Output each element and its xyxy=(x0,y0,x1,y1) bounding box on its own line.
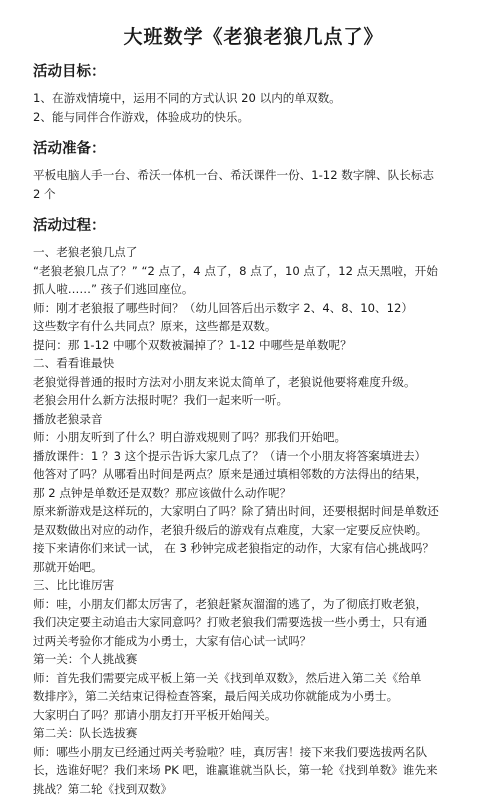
process-line: 师：小朋友听到了什么？明白游戏规则了吗？那我们开始吧。 xyxy=(33,428,474,447)
process-line: 三、比比谁厉害 xyxy=(33,576,474,595)
goals-heading: 活动目标： xyxy=(33,61,474,83)
goals-line: 2、能与同伴合作游戏，体验成功的快乐。 xyxy=(33,108,474,127)
document-title: 大班数学《老狼老狼几点了》 xyxy=(33,22,474,49)
process-line: “老狼老狼几点了？” “2 点了，4 点了，8 点了，10 点了，12 点天黑啦，开始 xyxy=(33,262,474,281)
process-line: 师：首先我们需要完成平板上第一关《找到单双数》，然后进入第二关《给单 xyxy=(33,669,474,688)
process-line: 师：哪些小朋友已经通过两关考验啦？哇，真厉害！接下来我们要选拔两名队 xyxy=(33,743,474,762)
process-line: 原来新游戏是这样玩的，大家明白了吗？除了猜出时间，还要根据时间是单数还 xyxy=(33,502,474,521)
process-line: 师：哇，小朋友们都太厉害了，老狼赶紧灰溜溜的逃了，为了彻底打败老狼， xyxy=(33,595,474,614)
process-line: 二、看看谁最快 xyxy=(33,354,474,373)
process-line: 老狼会用什么新方法报时呢？我们一起来听一听。 xyxy=(33,391,474,410)
process-line: 那就开始吧。 xyxy=(33,558,474,577)
process-line: 我们决定要主动追击大家同意吗？打败老狼我们需要选拔一些小勇士，只有通 xyxy=(33,613,474,632)
process-line: 数排序》，第二关结束记得检查答案，最后闯关成功你就能成为小勇士。 xyxy=(33,687,474,706)
process-line: 长，选谁好呢？我们来场 PK 吧，谁赢谁就当队长，第一轮《找到单数》谁先来 xyxy=(33,761,474,780)
preparation-heading: 活动准备： xyxy=(33,138,474,160)
goals-line: 1、在游戏情境中，运用不同的方式认识 20 以内的单双数。 xyxy=(33,89,474,108)
process-line: 过两关考验你才能成为小勇士，大家有信心试一试吗？ xyxy=(33,632,474,651)
process-line: 那 2 点钟是单数还是双数？那应该做什么动作呢？ xyxy=(33,484,474,503)
process-line: 他答对了吗？从哪看出时间是两点？原来是通过填相邻数的方法得出的结果， xyxy=(33,465,474,484)
preparation-line: 2 个 xyxy=(33,185,474,204)
process-line: 大家明白了吗？那请小朋友打开平板开始闯关。 xyxy=(33,706,474,725)
process-line: 一、老狼老狼几点了 xyxy=(33,243,474,262)
process-line: 第一关：个人挑战赛 xyxy=(33,650,474,669)
process-line: 第二关：队长选拔赛 xyxy=(33,724,474,743)
process-line: 是双数做出对应的动作，老狼升级后的游戏有点难度，大家一定要反应快哟。 xyxy=(33,521,474,540)
process-line: 这些数字有什么共同点？原来，这些都是双数。 xyxy=(33,317,474,336)
process-line: 提问：那 1-12 中哪个双数被漏掉了？1-12 中哪些是单数呢？ xyxy=(33,336,474,355)
process-line: 老狼觉得普通的报时方法对小朋友来说太简单了，老狼说他要将难度升级。 xyxy=(33,373,474,392)
preparation-line: 平板电脑人手一台、希沃一体机一台、希沃课件一份、1-12 数字牌、队长标志 xyxy=(33,166,474,185)
process-line: 抓人啦……” 孩子们逃回座位。 xyxy=(33,280,474,299)
process-line: 接下来请你们来试一试， 在 3 秒钟完成老狼指定的动作，大家有信心挑战吗？ xyxy=(33,539,474,558)
process-heading: 活动过程： xyxy=(33,215,474,237)
process-line: 播放老狼录音 xyxy=(33,410,474,429)
process-line: 师：刚才老狼报了哪些时间？（幼儿回答后出示数字 2、4、8、10、12） xyxy=(33,299,474,318)
process-line: 挑战？第二轮《找到双数》 xyxy=(33,780,474,798)
process-line: 播放课件：1 ？3 这个提示告诉大家几点了？（请一个小朋友将答案填进去） xyxy=(33,447,474,466)
